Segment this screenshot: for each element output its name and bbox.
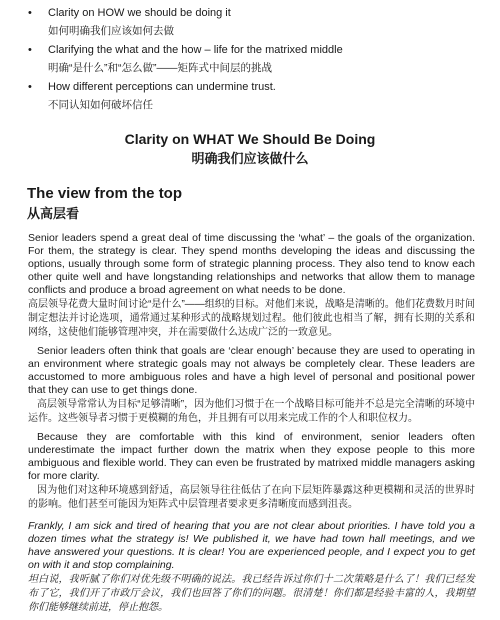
bullet-text-zh: 不同认知如何破坏信任 <box>48 99 153 111</box>
quote-zh: 坦白说，我听腻了你们对优先级不明确的说法。我已经告诉过你们十二次策略是什么了！我们已经发布了它，我们开了市政厅会议，我们也回答了你们的问题。很清楚！你们都是经验丰富的人，我期望你们能够继续前进，停止抱怨。 <box>28 574 475 613</box>
bullet-icon: • <box>28 81 32 93</box>
paragraph-zh: 因为他们对这种环境感到舒适，高层领导往往低估了在向下层矩阵暴露这种更模糊和灵活的世界时的影响。他们甚至可能因为矩阵式中层管理者要求更多清晰度而感到沮丧。 <box>28 485 475 510</box>
chapter-heading-en: Clarity on WHAT We Should Be Doing <box>124 131 376 147</box>
bullet-icon: • <box>28 44 32 56</box>
list-item <box>28 80 478 114</box>
paragraph-zh: 高层领导花费大量时间讨论“是什么”——组织的目标。对他们来说，战略是清晰的。他们花费数月时间制定想法并讨论选项，通常通过某种形式的战略规划过程。他们彼此也相当了解，拥有长期的关系和网络，这使他们能够管理冲突，并在需要做什么达成广泛的一致意见。 <box>28 299 475 338</box>
list-item <box>28 6 478 40</box>
bullet-text-zh: 如何明确我们应该如何去做 <box>48 25 174 37</box>
section-heading-en: The view from the top <box>27 185 183 202</box>
bullet-list <box>28 6 478 117</box>
chapter-heading-zh: 明确我们应该做什么 <box>191 151 309 166</box>
paragraph-en: Senior leaders spend a great deal of time discussing the ‘what’ – the goals of the organization. For them, the strategy is clear. They spend months developing the ideas and discussing the options, usually through some form of strategic planning process. They also tend to know each other quite well and have longstanding relationships and networks that allow them to manage conflicts and produce a broad agreement on what needs to be done. <box>28 232 475 296</box>
paragraph-en: Senior leaders often think that goals are ‘clear enough’ because they are used to operating in an environment where strategic goals may not always be completely clear. These leaders are accustomed to more ambiguous roles and have a high level of personal and positional power that they can use to get things done. <box>28 345 475 396</box>
list-item <box>28 43 478 77</box>
paragraph-zh: 高层领导常常认为目标“足够清晰”，因为他们习惯于在一个战略目标可能并不总是完全清晰的环境中运作。这些领导者习惯于更模糊的角色，并且拥有可以用来完成工作的个人和职位权力。 <box>28 399 475 424</box>
bullet-text-en: Clarity on HOW we should be doing it <box>48 7 231 19</box>
bullet-text-zh: 明确“是什么”和“怎么做”——矩阵式中间层的挑战 <box>48 62 272 74</box>
section-heading <box>27 184 182 223</box>
body-text <box>28 232 475 620</box>
bullet-text-en: How different perceptions can undermine trust. <box>48 81 276 93</box>
section-heading-zh: 从高层看 <box>27 206 80 221</box>
quote-en: Frankly, I am sick and tired of hearing that you are not clear about priorities. I have told you a dozen times what the strategy is! We published it, we have had town hall meetings, and we have answered your questions. It is clear! You are experienced people, and I expect you to get on with it and stop complaining. <box>28 520 475 571</box>
bullet-icon: • <box>28 7 32 19</box>
paragraph-en: Because they are comfortable with this kind of environment, senior leaders often underestimate the impact further down the matrix when they expose people to this more ambiguous and flexible world. They can even be frustrated by matrixed middle managers asking for more clarity. <box>28 431 475 482</box>
chapter-heading <box>0 130 500 168</box>
bullet-text-en: Clarifying the what and the how – life for the matrixed middle <box>48 44 343 56</box>
